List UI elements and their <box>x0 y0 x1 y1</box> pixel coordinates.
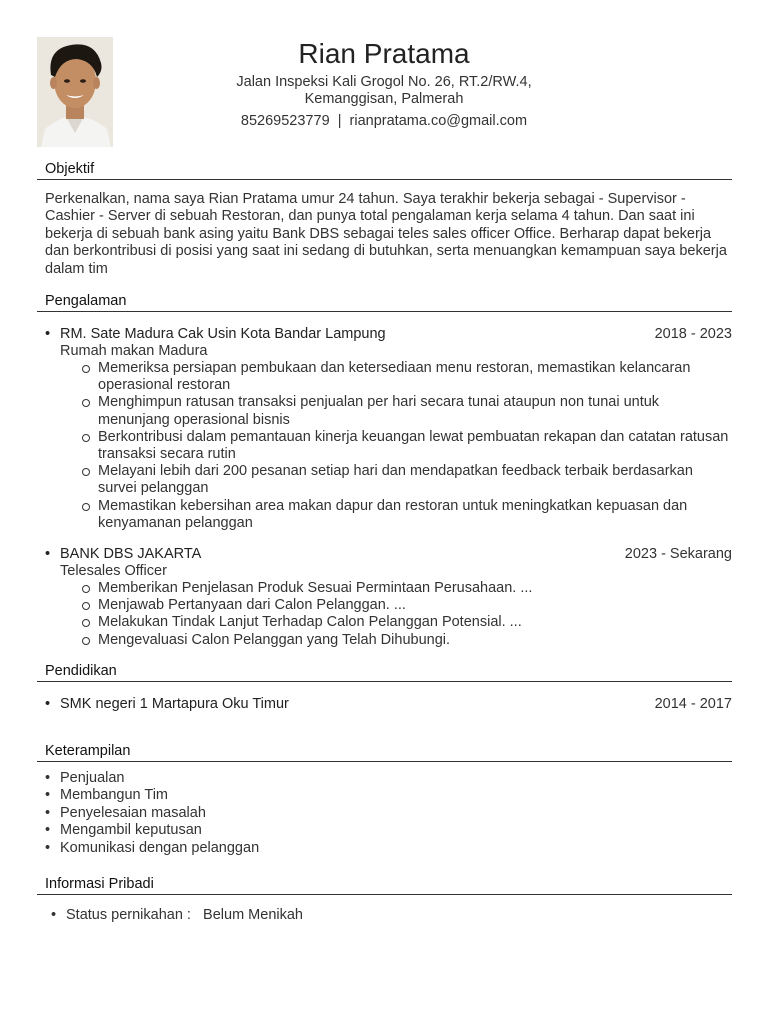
informasi-pribadi-section <box>37 875 732 924</box>
skill-item: • Komunikasi dengan pelanggan <box>60 840 732 857</box>
job-task: Menghimpun ratusan transaksi penjualan per hari secara tunai ataupun non tunai untuk menunjang operasional bisnis <box>98 394 732 428</box>
job-date: 2023 - Sekarang <box>624 546 732 563</box>
education-entry <box>37 695 732 713</box>
job-task: Melayani lebih dari 200 pesanan setiap hari dan mendapatkan feedback terbaik berdasarkan survei pelanggan <box>98 463 732 497</box>
marital-status-item <box>66 907 732 924</box>
pendidikan-section <box>37 662 732 713</box>
job-task: Menjawab Pertanyaan dari Calon Pelanggan. ... <box>98 597 732 614</box>
education-date: 2014 - 2017 <box>654 696 732 712</box>
job-task-list <box>37 360 732 532</box>
bullet-icon: • <box>45 546 51 563</box>
contact-separator: | <box>337 113 342 129</box>
job-task: Memeriksa persiapan pembukaan dan ketersediaan menu restoran, memastikan kelancaran operasional restoran <box>98 360 732 394</box>
address-line-1: Jalan Inspeksi Kali Grogol No. 26, RT.2/RW.4, <box>236 74 532 90</box>
skill-item: • Mengambil keputusan <box>60 822 732 839</box>
objektif-text: Perkenalkan, nama saya Rian Pratama umur 24 tahun. Saya terakhir bekerja sebagai - Supervisor - Cashier - Server di sebuah Restoran, dan punya total pengalaman kerja selama 4 tahun. Dan saat ini bekerja di sebuah bank asing yaitu Bank DBS sebagai teles sales officer Office. Berharap dapat bekerja dan berkontribusi di posisi yang saat ini sedang di butuhkan, serta menuangkan kemampuan saya bekerja dalam tim <box>45 191 727 277</box>
job-date: 2018 - 2023 <box>654 326 732 342</box>
job-company: BANK DBS JAKARTA <box>60 546 202 563</box>
section-title-keterampilan: Keterampilan <box>37 742 732 762</box>
contact-line <box>0 113 768 129</box>
skills-list <box>37 762 732 857</box>
personal-info-list <box>37 895 732 924</box>
section-title-informasi-pribadi: Informasi Pribadi <box>37 875 732 895</box>
section-title-objektif: Objektif <box>37 160 732 180</box>
section-title-pendidikan: Pendidikan <box>37 662 732 682</box>
bullet-icon: • <box>45 696 51 712</box>
keterampilan-section <box>37 742 732 857</box>
job-company: RM. Sate Madura Cak Usin Kota Bandar Lampung <box>60 326 386 342</box>
pengalaman-section <box>37 292 732 649</box>
address-line-2: Kemanggisan, Palmerah <box>304 91 464 107</box>
education-header <box>37 695 732 713</box>
skill-item: • Penyelesaian masalah <box>60 805 732 822</box>
job-task: Melakukan Tindak Lanjut Terhadap Calon Pelanggan Potensial. ... <box>98 614 732 631</box>
job-task-list <box>37 580 732 649</box>
job-task: Mengevaluasi Calon Pelanggan yang Telah Dihubungi. <box>98 632 732 649</box>
job-header <box>37 545 732 563</box>
school-name: SMK negeri 1 Martapura Oku Timur <box>60 696 289 712</box>
job-task: Berkontribusi dalam pemantauan kinerja keuangan lewat pembuatan rekapan dan catatan ratusan transaksi secara rutin <box>98 429 732 463</box>
objektif-section <box>37 160 732 278</box>
skill-item: • Membangun Tim <box>60 787 732 804</box>
candidate-name: Rian Pratama <box>298 38 470 69</box>
marital-status-label: Status pernikahan : <box>66 907 191 923</box>
section-title-pengalaman: Pengalaman <box>37 292 732 312</box>
phone-number: 85269523779 <box>240 113 330 129</box>
marital-status-value: Belum Menikah <box>203 907 303 923</box>
job-task: Memberikan Penjelasan Produk Sesuai Permintaan Perusahaan. ... <box>98 580 732 597</box>
bullet-icon: • <box>45 326 51 342</box>
job-task: Memastikan kebersihan area makan dapur dan restoran untuk meningkatkan kepuasan dan kenyamanan pelanggan <box>98 498 732 532</box>
resume-header <box>0 0 768 150</box>
email-address: rianpratama.co@gmail.com <box>349 113 528 129</box>
job-entry <box>37 545 732 649</box>
address <box>0 74 768 108</box>
job-role: Telesales Officer <box>60 563 167 580</box>
job-entry <box>37 325 732 532</box>
job-header <box>37 325 732 343</box>
job-role: Rumah makan Madura <box>60 343 208 359</box>
skill-item: • Penjualan <box>60 770 732 787</box>
